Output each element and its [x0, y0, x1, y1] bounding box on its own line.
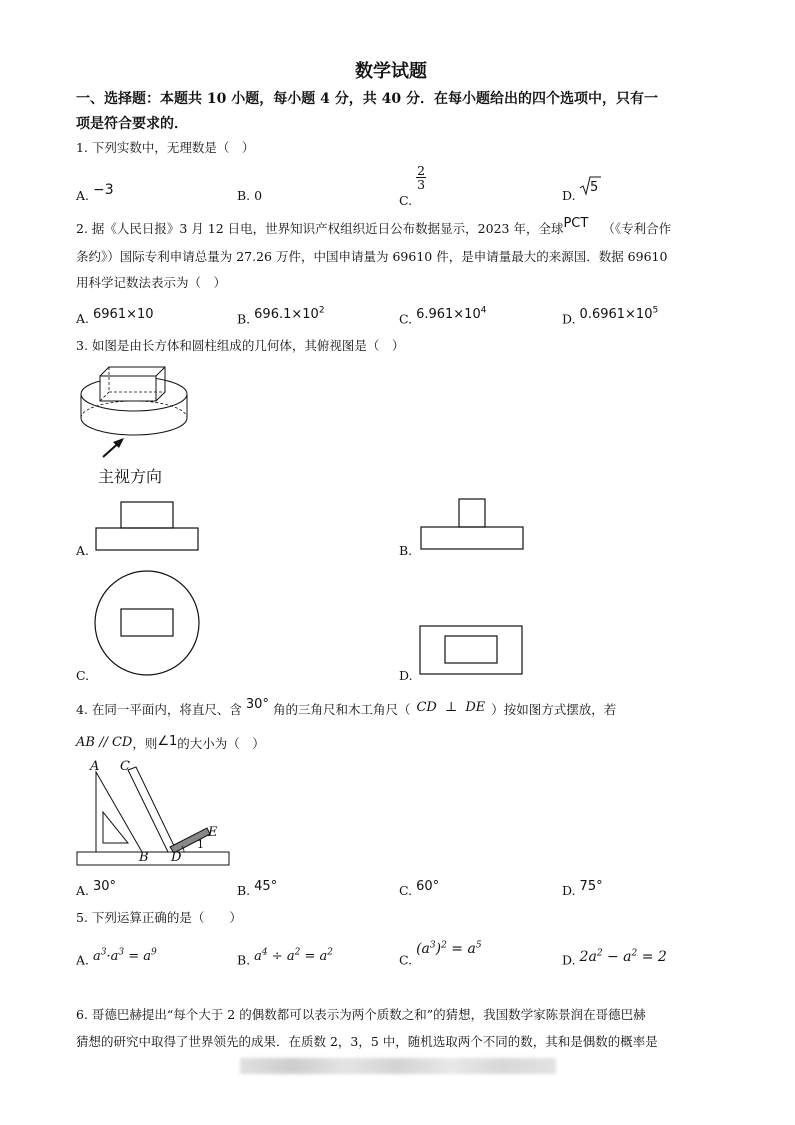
q5-b-label: B.	[237, 952, 251, 968]
q5-c-close: )	[435, 940, 442, 957]
q5-c-label: C.	[399, 952, 413, 968]
section-heading-line2: 项是符合要求的．	[76, 116, 188, 132]
q1-c-label: C.	[399, 193, 413, 208]
q1-c-numerator: 2	[417, 163, 426, 178]
q2-option-b	[237, 306, 325, 327]
q3-option-d-figure	[420, 626, 524, 676]
q4-label-b: B	[139, 850, 149, 865]
q1-a-value: −3	[93, 182, 114, 198]
q5-b-term2: ÷ a	[267, 949, 295, 965]
q2-line2: 条约》）国际专利申请总量为 27.26 万件，中国申请量为 69610 件，是申请量最大的来源国．数据 69610	[76, 249, 668, 264]
q4-option-c	[399, 879, 440, 899]
q1-option-a	[76, 182, 114, 204]
q4-d-label: D.	[562, 883, 576, 898]
q4-label-d: D	[171, 850, 182, 865]
q4-a-label: A.	[76, 883, 90, 898]
q2-option-c	[399, 306, 487, 327]
q5-b-exp3: 2	[327, 948, 333, 958]
q1-stem: 1. 下列实数中，无理数是（ ）	[76, 140, 255, 155]
q5-a-exp2: 3	[118, 948, 125, 958]
q1-a-label: A.	[76, 188, 90, 203]
q5-option-d	[562, 948, 667, 969]
q4-c-label: C.	[399, 883, 413, 898]
q4-label-1: 1	[197, 838, 204, 851]
q5-a-term2: ·a	[106, 949, 119, 965]
q1-option-d	[562, 188, 576, 203]
q3-option-a-label: A.	[76, 543, 90, 558]
q2-option-a	[76, 307, 154, 327]
q5-d-term2: − a	[602, 948, 632, 965]
q4-option-a	[76, 879, 117, 899]
q2-d-exp: 5	[652, 306, 659, 316]
q4-label-e: E	[208, 825, 218, 840]
q3-option-b-figure	[421, 499, 525, 550]
q6-line1: 6. 哥德巴赫提出“每个大于 2 的偶数都可以表示为两个质数之和”的猜想，我国数学家陈景润在哥德巴赫	[76, 1007, 646, 1022]
q4-line2b: 的大小为（ ）	[177, 736, 265, 751]
q2-c-base: 6.961×10	[416, 307, 481, 323]
q5-b-result: = a	[300, 949, 328, 965]
q3-option-c-figure	[94, 570, 200, 676]
q2-line3: 用科学记数法表示为（ ）	[76, 275, 227, 290]
q5-c-exp3: 5	[475, 940, 482, 950]
q3-stem: 3. 如图是由长方体和圆柱组成的几何体，其俯视图是（ ）	[76, 338, 405, 353]
q5-a-label: A.	[76, 952, 90, 968]
q5-b-term1: a	[254, 949, 262, 965]
q5-c-open: (a	[416, 940, 430, 957]
q1-c-fraction	[416, 164, 426, 191]
q5-d-term1: 2a	[579, 948, 597, 965]
q4-b-value: 45°	[254, 879, 278, 894]
q3-solid-figure	[76, 360, 206, 450]
q1-option-b: B. 0	[237, 188, 263, 203]
q5-d-exp1: 2	[596, 948, 603, 958]
q4-b-label: B.	[237, 883, 251, 898]
q6-line2: 猜想的研究中取得了世界领先的成果．在质数 2，3，5 中，随机选取两个不同的数，其和是偶数的概率是	[76, 1034, 658, 1049]
q4-c-value: 60°	[416, 879, 440, 894]
q4-label-a: A	[90, 759, 100, 774]
q5-d-exp2: 2	[631, 948, 638, 958]
q2-line1	[76, 216, 672, 237]
q5-c-exp2: 2	[441, 940, 447, 950]
q5-b-exp2: 2	[294, 948, 301, 958]
q2-d-label: D.	[562, 311, 576, 327]
q4-a-value: 30°	[93, 879, 117, 894]
q1-d-label: D.	[562, 188, 576, 203]
q2-b-exp: 2	[318, 306, 325, 316]
q4-line1b: 角的三角尺和木工角尺（	[272, 702, 411, 717]
q4-ab-parallel-cd: AB // CD	[76, 735, 133, 750]
q5-option-c	[399, 940, 482, 969]
q2-option-d	[562, 306, 659, 327]
q2-c-label: C.	[399, 311, 413, 327]
q1-c-denominator: 3	[417, 177, 426, 192]
q5-a-exp3: 9	[151, 948, 157, 958]
q2-b-label: B.	[237, 311, 251, 327]
q4-label-c: C	[120, 759, 130, 774]
q1-option-c	[399, 163, 426, 208]
q5-a-term1: a	[93, 949, 101, 965]
page-title: 数学试题	[355, 61, 427, 82]
q2-a-label: A.	[76, 311, 90, 326]
q2-line1a: 2. 据《人民日报》3 月 12 日电，世界知识产权组织近日公布数据显示，2023 年，全球	[76, 221, 564, 236]
q4-angle1: ∠1	[157, 734, 178, 749]
q1-d-value: 5	[590, 180, 599, 195]
q4-deg30: 30°	[245, 697, 269, 712]
blurred-footer-watermark	[240, 1058, 556, 1074]
q3-option-a-figure	[96, 502, 198, 550]
q5-d-result: = 2	[637, 948, 667, 965]
section-heading-line1: 一、选择题：本题共 10 小题，每小题 4 分，共 40 分．在每小题给出的四个选项中，只有一	[76, 91, 658, 107]
q4-line2	[76, 734, 265, 752]
q2-b-base: 696.1×10	[254, 307, 319, 323]
q5-c-exp1: 3	[429, 940, 436, 950]
q3-option-c-label: C.	[76, 668, 90, 683]
q4-option-d	[562, 879, 603, 899]
q4-line2a: ，则	[132, 736, 158, 751]
q3-option-b-label: B.	[399, 543, 413, 558]
q4-d-value: 75°	[579, 879, 603, 894]
q5-a-result: = a	[124, 949, 152, 965]
q3-view-direction-label: 主视方向	[98, 467, 163, 486]
q2-pct: PCT	[563, 216, 589, 231]
q4-figure	[76, 758, 232, 868]
q4-line1c: ）按如图方式摆放，若	[491, 702, 617, 717]
q5-a-exp1: 3	[100, 948, 107, 958]
q5-option-b	[237, 948, 333, 968]
q4-cd-perp-de: CD ⊥ DE	[416, 700, 486, 715]
q5-d-label: D.	[562, 952, 576, 968]
q3-option-d-label: D.	[399, 668, 413, 683]
q4-line1	[76, 697, 617, 718]
q2-c-exp: 4	[480, 306, 487, 316]
q2-line1b: （《专利合作	[602, 221, 672, 236]
q5-stem: 5. 下列运算正确的是（ ）	[76, 910, 242, 925]
q5-b-exp1: 4	[261, 948, 268, 958]
q4-option-b	[237, 879, 278, 899]
q2-d-base: 0.6961×10	[579, 307, 653, 323]
q5-c-result: = a	[446, 940, 476, 957]
q2-a-value: 6961×10	[93, 307, 154, 322]
q5-option-a	[76, 948, 157, 968]
q4-line1a: 4. 在同一平面内，将直尺、含	[76, 702, 242, 717]
